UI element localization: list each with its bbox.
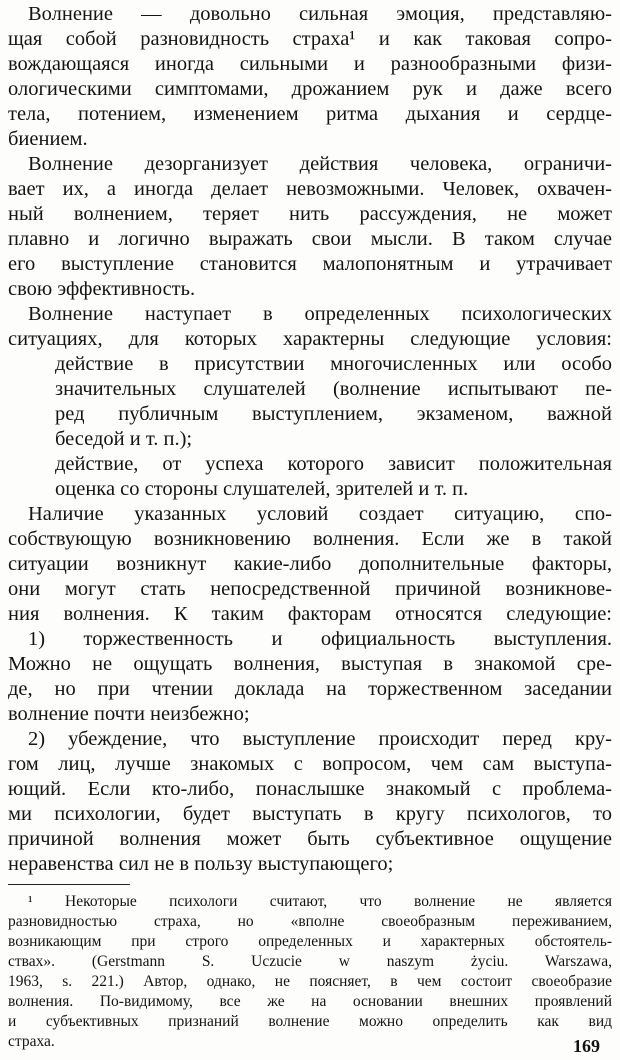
footnote-line: разновидностью страха, но «вполне своеобразным переживанием, [8,913,612,930]
body-line: 1) торжественность и официальность выступления. [28,628,612,650]
body-line: де, но при чтении доклада на торжественном заседании [8,678,612,700]
body-line: Наличие указанных условий создает ситуацию, спо- [28,503,612,525]
body-line: они могут стать непосредственной причиной возникнове- [8,578,612,600]
footnote-line: страха. [8,1033,55,1050]
body-line: ющий. Если кто-либо, понаслышке знакомый с проблема- [8,778,612,800]
body-line: ми психологии, будет выступать в кругу психологов, то [8,803,612,825]
footnote-line: 1963, s. 221.) Автор, однако, не поясняет, в чем состоит своеобразие [8,973,612,990]
body-line: причиной волнения может быть субъективное ощущение [8,828,612,850]
body-line: тела, потением, изменением ритма дыхания и сердце- [8,103,612,125]
footnote-line: ствах». (Gerstmann S. Uczucie w naszym życiu. Warszawa, [8,953,612,970]
body-line: ситуациях, для которых характерны следующие условия: [8,328,612,350]
footnote-line: и субъективных признаний волнение можно определить как вид [8,1013,612,1030]
body-line: ния волнения. К таким факторам относятся следующие: [8,603,612,625]
body-line: волнение почти неизбежно; [8,703,250,725]
body-line: 2) убеждение, что выступление происходит перед кру- [28,728,612,750]
body-line: Можно не ощущать волнения, выступая в знакомой сре- [8,653,612,675]
footnote-line: волнения. По-видимому, все же на основании внешних проявлений [8,993,612,1010]
body-line: оценка со стороны слушателей, зрителей и т. п. [55,478,469,500]
body-line: Волнение дезорганизует действия человека, ограничи- [28,153,612,175]
page-number: 169 [573,1036,600,1056]
body-line: действие в присутствии многочисленных или особо [55,353,612,375]
footnote-divider [8,884,130,885]
body-line: ный волнением, теряет нить рассуждения, не может [8,203,612,225]
body-line: беседой и т. п.); [55,428,193,450]
body-line: плавно и логично выражать свои мысли. В таком случае [8,228,612,250]
body-line: вождающаяся иногда сильными и разнообразными физи- [8,53,612,75]
body-line: гом лиц, лучше знакомых с вопросом, чем сам выступа- [8,753,612,775]
footnote-line: возникающим при строго определенных и характерных обстоятель- [8,933,612,950]
body-line: ситуации возникнут какие-либо дополнительные факторы, [8,553,612,575]
body-line: значительных слушателей (волнение испытывают пе- [55,378,612,400]
body-line: щая собой разновидность страха¹ и как таковая сопро- [8,28,612,50]
body-line: действие, от успеха которого зависит положительная [55,453,612,475]
body-line: Волнение — довольно сильная эмоция, представляю- [28,3,612,25]
body-line: свою эффективность. [8,278,196,300]
footnote-line: ¹ Некоторые психологи считают, что волнение не является [28,893,612,910]
body-line: Волнение наступает в определенных психологических [28,303,612,325]
body-line: собствующую возникновению волнения. Если же в такой [8,528,612,550]
body-line: биением. [8,128,88,150]
body-line: его выступление становится малопонятным и утрачивает [8,253,612,275]
body-line: вает их, а иногда делает невозможными. Человек, охвачен- [8,178,612,200]
body-line: ред публичным выступлением, экзаменом, важной [55,403,612,425]
body-line: ологическими симптомами, дрожанием рук и даже всего [8,78,612,100]
body-line: неравенства сил не в пользу выступающего; [8,853,394,875]
